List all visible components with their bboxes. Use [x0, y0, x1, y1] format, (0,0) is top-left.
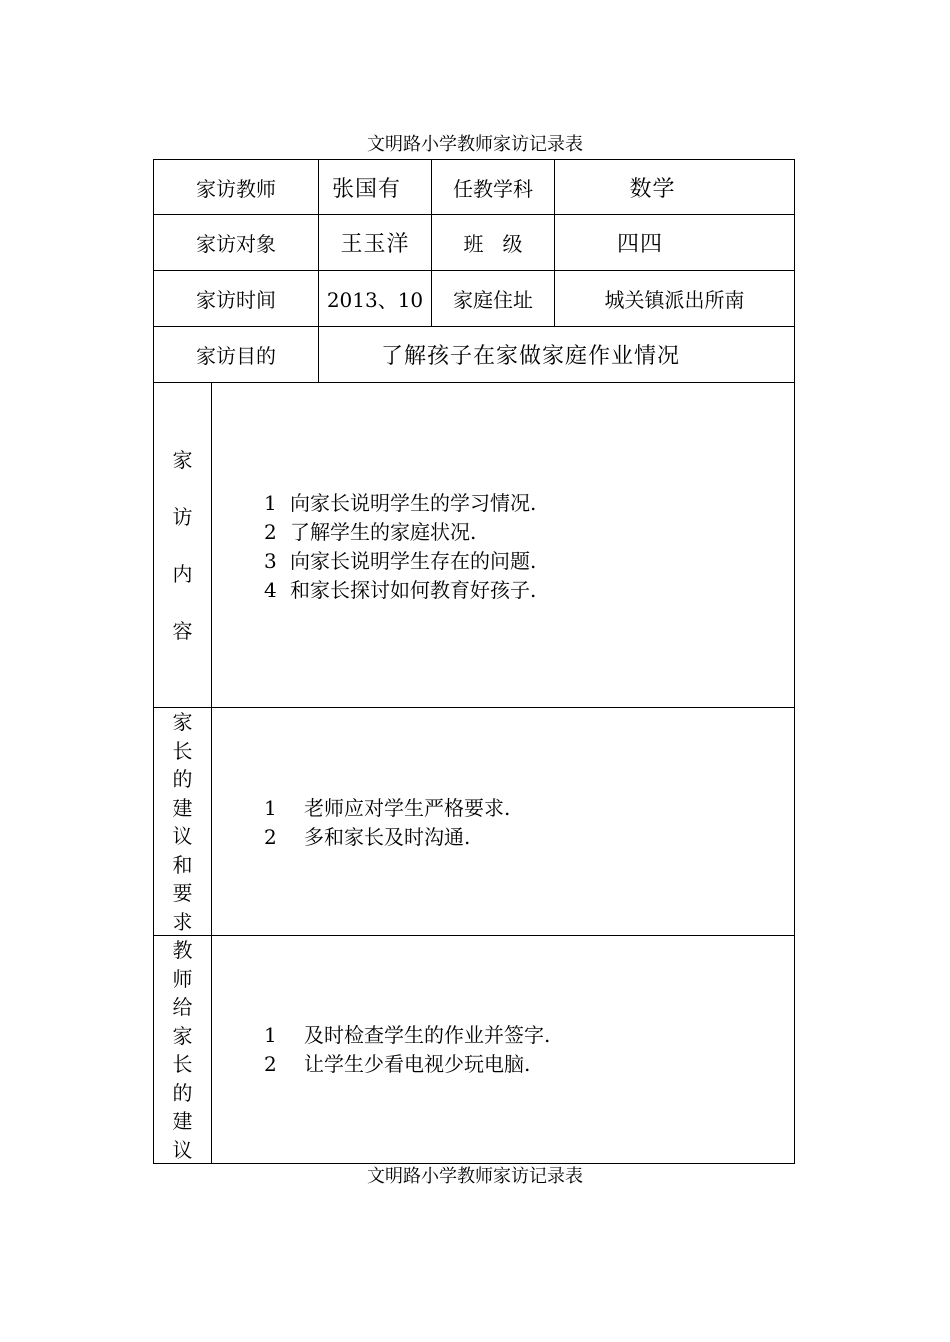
parent-label-char: 求 — [172, 909, 193, 934]
item-number: 1 — [264, 796, 277, 820]
item-number: 1 — [264, 1023, 277, 1047]
subject-label: 任教学科 — [453, 176, 533, 201]
content-list — [264, 489, 536, 605]
item-number: 4 — [264, 578, 277, 602]
address-label: 家庭住址 — [453, 288, 533, 312]
column-divider — [211, 382, 212, 708]
target-label: 家访对象 — [196, 232, 276, 256]
item-text: 向家长说明学生的学习情况. — [290, 491, 537, 515]
subject-value: 数学 — [629, 176, 676, 202]
content-label-char: 访 — [172, 505, 193, 529]
content-label-char: 内 — [172, 562, 193, 586]
item-number: 1 — [264, 491, 277, 515]
time-value: 2013、10 — [326, 288, 424, 312]
table-border-bottom — [153, 1163, 795, 1164]
row-divider — [153, 935, 795, 936]
parent-label-char: 议 — [172, 824, 193, 848]
time-label: 家访时间 — [196, 288, 276, 312]
list-item — [264, 1050, 550, 1079]
item-number: 3 — [264, 549, 277, 573]
parent-label-char: 家 — [172, 710, 193, 734]
item-text: 多和家长及时沟通. — [304, 825, 471, 849]
teacher-label-char: 的 — [172, 1080, 193, 1105]
parent-label-char: 要 — [172, 881, 193, 905]
form-footer-title: 文明路小学教师家访记录表 — [367, 1166, 583, 1187]
item-text: 让学生少看电视少玩电脑. — [304, 1052, 531, 1076]
list-item — [264, 823, 510, 852]
column-divider — [211, 707, 212, 1164]
teacher-label-char: 教 — [172, 938, 193, 962]
teacher-value: 张国有 — [331, 176, 401, 202]
parent-label-char: 建 — [172, 795, 193, 820]
address-value: 城关镇派出所南 — [604, 288, 745, 312]
teacher-label-char: 家 — [172, 1023, 193, 1048]
content-label — [154, 432, 211, 660]
item-text: 和家长探讨如何教育好孩子. — [290, 578, 537, 602]
row-divider — [153, 382, 795, 383]
parent-suggestions-label — [154, 708, 211, 936]
item-text: 老师应对学生严格要求. — [304, 796, 511, 820]
list-item — [264, 547, 536, 576]
row-divider — [153, 707, 795, 708]
list-item — [264, 794, 510, 823]
item-text: 了解学生的家庭状况. — [290, 520, 477, 544]
teacher-label-char: 长 — [172, 1052, 193, 1076]
item-text: 及时检查学生的作业并签字. — [304, 1023, 551, 1047]
purpose-label: 家访目的 — [196, 344, 276, 368]
content-label-char: 家 — [172, 448, 193, 472]
parent-suggestions-list — [264, 794, 510, 852]
teacher-suggestions-list — [264, 1021, 550, 1079]
parent-label-char: 的 — [172, 767, 193, 791]
teacher-label-char: 议 — [172, 1137, 193, 1162]
item-number: 2 — [264, 825, 277, 849]
list-item — [264, 1021, 550, 1050]
list-item — [264, 518, 536, 547]
item-number: 2 — [264, 520, 277, 544]
list-item — [264, 576, 536, 605]
item-text: 向家长说明学生存在的问题. — [290, 549, 537, 573]
parent-label-char: 长 — [172, 738, 193, 763]
purpose-value: 了解孩子在家做家庭作业情况 — [381, 344, 681, 369]
content-label-char: 容 — [172, 619, 193, 643]
teacher-label-char: 给 — [172, 995, 193, 1019]
form-title: 文明路小学教师家访记录表 — [367, 134, 583, 155]
teacher-suggestions-label — [154, 936, 211, 1164]
teacher-label-char: 建 — [172, 1109, 193, 1133]
target-value: 王玉洋 — [340, 232, 410, 257]
teacher-label: 家访教师 — [196, 176, 276, 201]
teacher-label-char: 师 — [172, 966, 193, 991]
parent-label-char: 和 — [172, 852, 193, 877]
table-border-right — [794, 159, 795, 1164]
class-value: 四四 — [616, 232, 663, 257]
class-label: 班 级 — [463, 232, 523, 256]
list-item — [264, 489, 536, 518]
item-number: 2 — [264, 1052, 277, 1076]
